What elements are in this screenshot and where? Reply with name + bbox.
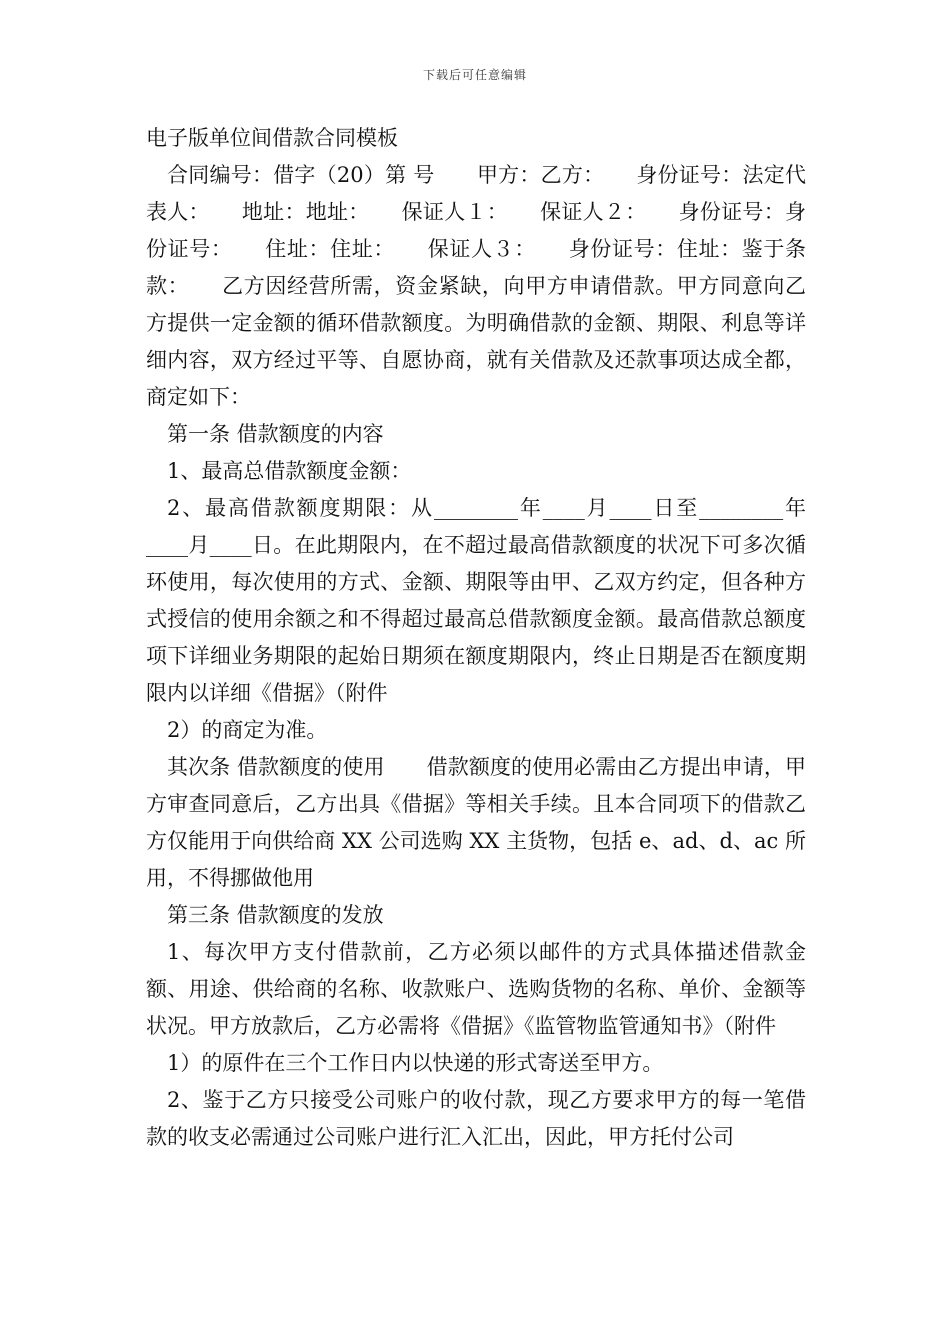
document-body (146, 120, 806, 1156)
clause-3-2: 2、鉴于乙方只接受公司账户的收付款，现乙方要求甲方的每一笔借款的收支必需通过公司账户进行汇入汇出，因此，甲方托付公司 (146, 1088, 806, 1149)
section-heading-1: 第一条 借款额度的内容 (167, 422, 384, 446)
page-header-note: 下载后可任意编辑 (422, 68, 527, 82)
clause-1-2: 2、最高借款额度期限：从________年____月____日至________年____月____日。在此期限内，在不超过最高借款额度的状况下可多次循环使用，每次使用的方式、金额、期限等由甲、乙双方约定，但各种方式授信的使用余额之和不得超过最高总借款额度金额。最高借款总额度项下详细业务期限的起始日期须在额度期限内，终止日期是否在额度期限内以详细《借据》（附件 (146, 496, 806, 705)
clause-1-2-continued: 2）的商定为准。 (167, 718, 328, 742)
paragraph-contract-parties: 合同编号：借字（20）第 号 甲方：乙方： 身份证号：法定代表人： 地址：地址： 保证人１： 保证人２： 身份证号：身份证号： 住址：住址： 保证人３： 身份证号：住址：鉴于条款： 乙方因经营所需，资金紧缺，向甲方申请借款。甲方同意向乙方提供一定金额的循环借款额度。为明确借款的金额、期限、利息等详细内容，双方经过平等、自愿协商，就有关借款及还款事项达成全都，商定如下： (146, 163, 806, 409)
clause-3-1-continued: 1）的原件在三个工作日内以快递的形式寄送至甲方。 (167, 1051, 664, 1075)
section-heading-3: 第三条 借款额度的发放 (167, 903, 384, 927)
clause-3-1: 1、每次甲方支付借款前，乙方必须以邮件的方式具体描述借款金额、用途、供给商的名称、收款账户、选购货物的名称、单价、金额等状况。甲方放款后，乙方必需将《借据》《监管物监管通知书》（附件 (146, 940, 806, 1038)
clause-1-1: 1、最高总借款额度金额： (167, 459, 412, 483)
section-2: 其次条 借款额度的使用 借款额度的使用必需由乙方提出申请，甲方审查同意后，乙方出具《借据》等相关手续。且本合同项下的借款乙方仅能用于向供给商 XX 公司选购 XX 主货物，包括 e、ad、d、ac 所用，不得挪做他用 (146, 755, 806, 890)
document-title: 电子版单位间借款合同模板 (146, 126, 398, 150)
